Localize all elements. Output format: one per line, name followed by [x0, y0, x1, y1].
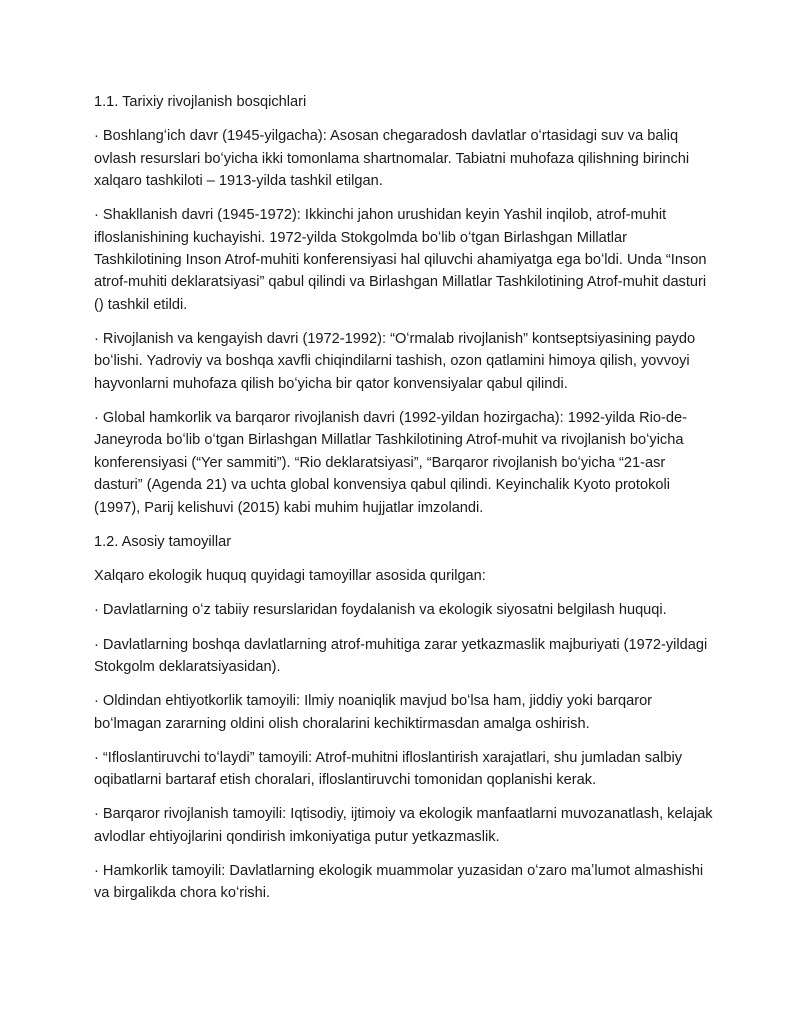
paragraph-initial-period: · Boshlangʻich davr (1945-yilgacha): Asosan chegaradosh davlatlar oʻrtasidagi suv va baliq ovlash resurslari boʻyicha ikki tomonlama shartnomalar. Tabiatni muhofaza qilishning birinchi xalqaro tashkiloti – 1913-yilda tashkil etilgan.	[94, 128, 690, 190]
paragraph-formation-period: · Shakllanish davri (1945-1972): Ikkinchi jahon urushidan keyin Yashil inqilob, atrof-muhit ifloslanishining kuchayishi. 1972-yilda Stokgolmda boʻlib oʻtgan Birlashgan Millatlar Tashkilotining Inson Atrof-muhiti konferensiyasi hal qiluvchi ahamiyatga ega boʻldi. Unda “Inson atrof-muhiti deklaratsiyasi” qabul qilindi va Birlashgan Millatlar Tashkilotining Atrof-muhit dasturi () tashkil etildi.	[94, 207, 707, 313]
principle-sovereignty: · Davlatlarning oʻz tabiiy resurslaridan foydalanish va ekologik siyosatni belgilash huquqi.	[94, 602, 667, 619]
principle-sustainable-development: · Barqaror rivojlanish tamoyili: Iqtisodiy, ijtimoiy va ekologik manfaatlarni muvozanatlash, kelajak avlodlar ehtiyojlarini qondirish imkoniyatiga putur yetkazmaslik.	[94, 806, 713, 845]
section-heading-1-1: 1.1. Tarixiy rivojlanish bosqichlari	[94, 94, 307, 110]
principle-precaution: · Oldindan ehtiyotkorlik tamoyili: Ilmiy noaniqlik mavjud boʻlsa ham, jiddiy yoki barqaror boʻlmagan zararning oldini olish choralarini kechiktirmasdan amalga oshirish.	[94, 693, 653, 732]
document-page	[94, 91, 714, 917]
principle-no-harm: · Davlatlarning boshqa davlatlarning atrof-muhitiga zarar yetkazmaslik majburiyati (1972-yildagi Stokgolm deklaratsiyasidan).	[94, 636, 708, 675]
principle-polluter-pays: · “Ifloslantiruvchi toʻlaydi” tamoyili: Atrof-muhitni ifloslantirish xarajatlari, shu jumladan salbiy oqibatlarni bartaraf etish choralari, ifloslantiruvchi tomonidan qoplanishi kerak.	[94, 749, 683, 789]
principle-cooperation: · Hamkorlik tamoyili: Davlatlarning ekologik muammolar yuzasidan oʻzaro maʼlumot almashishi va birgalikda chora koʻrishi.	[94, 862, 704, 902]
section-heading-1-2: 1.2. Asosiy tamoyillar	[94, 533, 232, 550]
principles-intro: Xalqaro ekologik huquq quyidagi tamoyillar asosida qurilgan:	[94, 568, 486, 585]
paragraph-global-cooperation-period: · Global hamkorlik va barqaror rivojlanish davri (1992-yildan hozirgacha): 1992-yilda Rio-de-Janeyroda boʻlib oʻtgan Birlashgan Millatlar Tashkilotining Atrof-muhit va rivojlanish boʻyicha konferensiyasi (“Yer sammiti”). “Rio deklaratsiyasi”, “Barqaror rivojlanish boʻyicha “21-asr dasturi” (Agenda 21) va uchta global konvensiya qabul qilindi. Keyinchalik Kyoto protokoli (1997), Parij kelishuvi (2015) kabi muhim hujjatlar imzolandi.	[94, 410, 687, 516]
paragraph-development-period: · Rivojlanish va kengayish davri (1972-1992): “Oʻrmalab rivojlanish” kontseptsiyasining paydo boʻlishi. Yadroviy va boshqa xavfli chiqindilarni tashish, ozon qatlamini himoya qilish, yovvoyi hayvonlarni muhofaza qilish boʻyicha bir qator konvensiyalar qabul qilindi.	[94, 331, 696, 392]
